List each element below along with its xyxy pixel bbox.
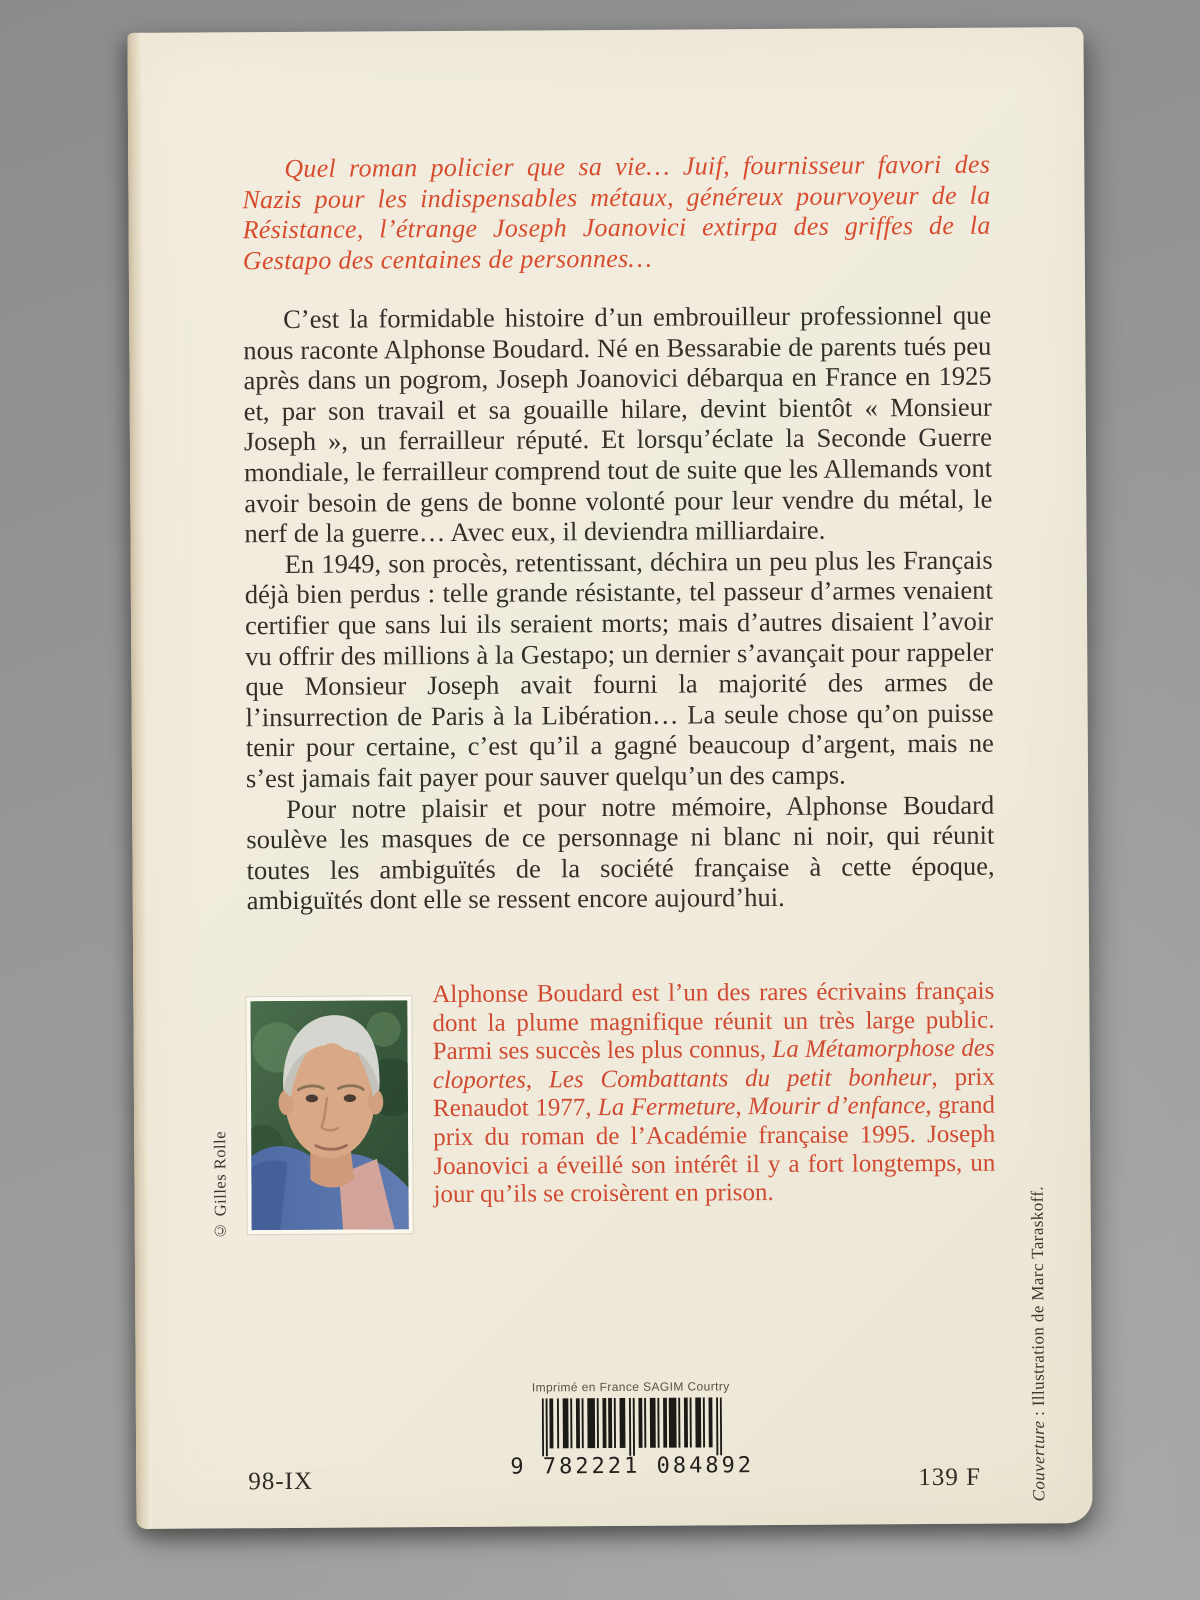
book-title-italic: Les Combattants du petit bonheur [548,1063,932,1094]
teaser-text: Quel roman policier que sa vie… Juif, fournisseur favori des Nazis pour les indispensables métaux, généreux pourvoyeur de la Résistance, l’étrange Joseph Joanovici extirpa des griffes de la Gestapo des centaines de personnes… [242,149,991,275]
bio-segment: , prix Renaudot 1977, [432,1063,995,1123]
book-back-cover [127,27,1092,1529]
bio-segment: , [525,1066,550,1094]
barcode-digits: 9 782221 084892 [510,1453,755,1480]
book-title-italic: La Métamorphose des cloportes [432,1034,995,1094]
book-title-italic: La Fermeture [597,1093,736,1122]
eye-right [344,1094,356,1102]
cover-credit-text: : Illustration de Marc Taraskoff. [1027,1185,1048,1421]
cover-credit-label: Couverture [1028,1420,1049,1502]
photo-credit: © Gilles Rolle [210,1130,230,1241]
author-portrait-illustration [250,1000,408,1230]
bio-segment: , [735,1093,749,1121]
author-photo [245,995,413,1235]
synopsis-paragraph-2: En 1949, son procès, retentissant, déchira un peu plus les Français déjà bien perdus : telle grande résistante, tel passeur d’armes venaient certifier que sans lui ils seraient morts; mais d’autres disaient l’avoir vu offrir des millions à la Gestapo; un dernier s’avançait pour rappeler que Monsieur Joseph avait fourni la majorité des armes de l’insurrection de Paris à la Libération… La seule chose qu’on puisse tenir pour certaine, c’est qu’il a gagné beaucoup d’argent, mais ne s’est jamais fait payer pour sauver quelqu’un des camps. [244,544,994,794]
barcode [542,1397,722,1456]
printer-info: Imprimé en France SAGIM Courtry [531,1379,730,1395]
book-page-edge [127,33,152,1529]
synopsis-paragraph-1: C’est la formidable histoire d’un embrouilleur professionnel que nous raconte Alphonse Boudard. Né en Bessarabie de parents tués peu après dans un pogrom, Joseph Joanovici débarqua en France en 1925 et, par son travail et sa gouaille hilare, devint bientôt « Monsieur Joseph », un ferrailleur réputé. Et lorsqu’éclate la Seconde Guerre mondiale, le ferrailleur comprend tout de suite que les Allemands vont avoir besoin de gens de bonne volonté pour leur vendre du métal, le nerf de la guerre… Avec eux, il deviendra milliardaire. [243,299,993,549]
edition-code: 98-IX [248,1467,314,1496]
eye-left [306,1095,318,1103]
book-title-italic: Mourir d’enfance [748,1092,926,1121]
author-bio [432,978,995,1210]
cover-credit [1027,1129,1049,1501]
bio-segment: , grand prix du roman de l’Académie française 1995. Joseph Joanovici a éveillé son intérêt il y a fort longtemps, un jour qu’ils se croisèrent en prison. [433,1092,996,1209]
synopsis [243,300,995,916]
bio-segment: Alphonse Boudard est l’un des rares écrivains français dont la plume magnifique réunit un très large public. Parmi ses succès les plus connus, [432,977,995,1066]
price: 139 F [918,1463,982,1492]
synopsis-paragraph-3: Pour notre plaisir et pour notre mémoire, Alphonse Boudard soulève les masques de ce personnage ni blanc ni noir, qui réunit toutes les ambiguïtés de la société française à cette époque, ambiguïtés dont elle se ressent encore aujourd’hui. [246,789,995,916]
